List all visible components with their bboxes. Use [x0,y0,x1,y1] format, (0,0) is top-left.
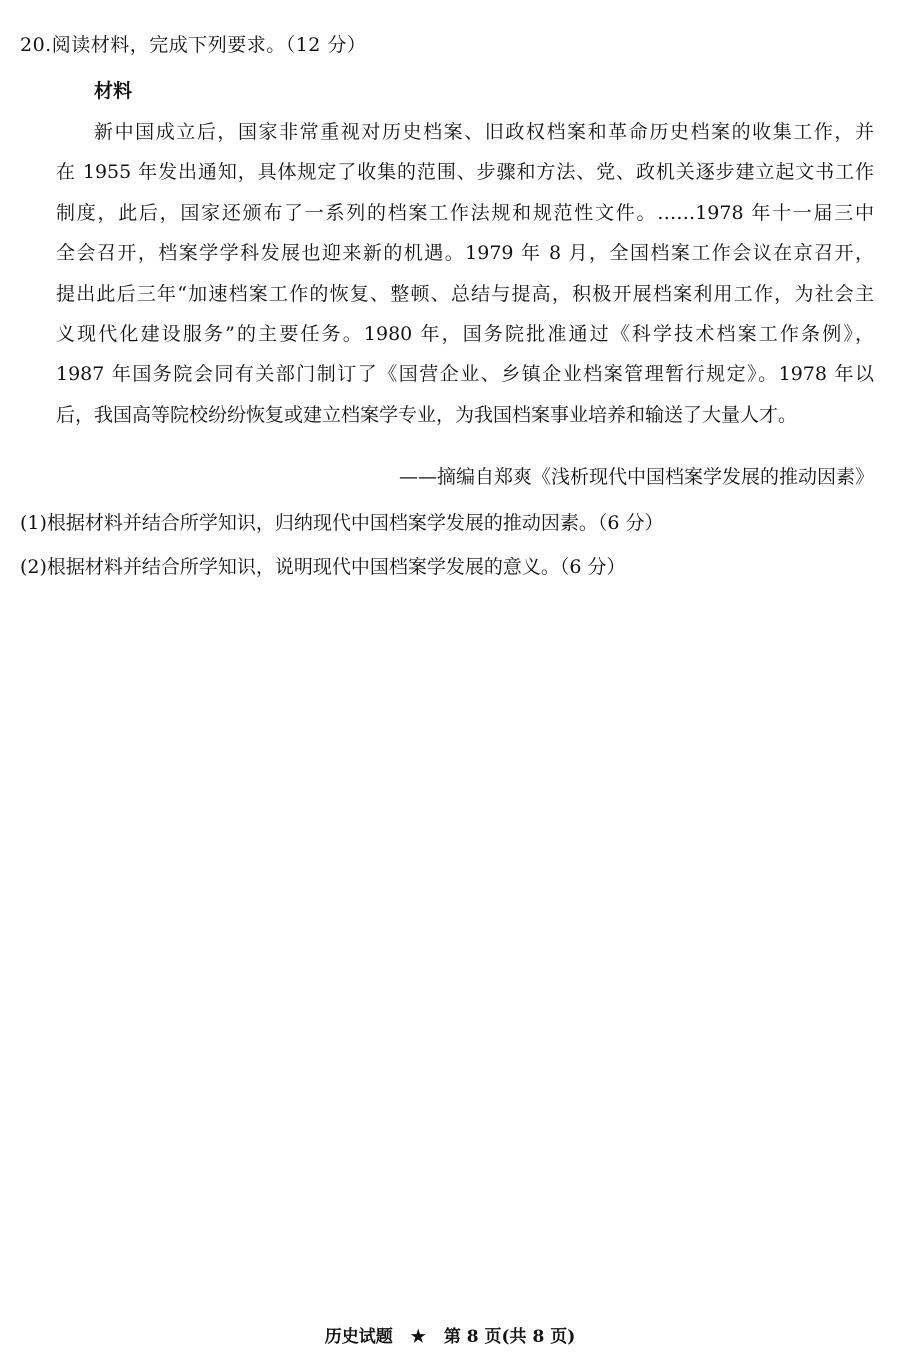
sub-question-1: (1)根据材料并结合所学知识，归纳现代中国档案学发展的推动因素。（6 分） [20,512,664,534]
question-header: 20.阅读材料，完成下列要求。（12 分） [20,34,367,56]
material-heading: 材料 [94,80,133,102]
material-line: 后，我国高等院校纷纷恢复或建立档案学专业，为我国档案事业培养和输送了大量人才。 [56,403,798,426]
sub-question-2: (2)根据材料并结合所学知识，说明现代中国档案学发展的意义。（6 分） [20,556,626,578]
footer-page-number: 第 8 页(共 8 页) [443,1327,576,1347]
material-line: 制度，此后，国家还颁布了一系列的档案工作法规和规范性文件。……1978 年十一届三中 [56,201,874,224]
material-line: 在 1955 年发出通知，具体规定了收集的范围、步骤和方法、党、政机关逐步建立起文书工作 [56,161,874,184]
material-passage [56,112,874,435]
footer-subject: 历史试题 [324,1327,393,1347]
material-source: ——摘编自郑爽《浅析现代中国档案学发展的推动因素》 [398,466,874,488]
material-line: 义现代化建设服务”的主要任务。1980 年，国务院批准通过《科学技术档案工作条例》， [56,322,874,345]
material-line: 1987 年国务院会同有关部门制订了《国营企业、乡镇企业档案管理暂行规定》。1978 年以 [56,363,874,386]
material-line: 提出此后三年“加速档案工作的恢复、整顿、总结与提高，积极开展档案利用工作，为社会主 [56,282,874,305]
material-line: 新中国成立后，国家非常重视对历史档案、旧政权档案和革命历史档案的收集工作，并 [94,121,874,143]
star-icon: ★ [410,1327,426,1347]
page-footer [0,1322,900,1347]
material-line: 全会召开，档案学学科发展也迎来新的机遇。1979 年 8 月，全国档案工作会议在京召开， [56,242,874,265]
